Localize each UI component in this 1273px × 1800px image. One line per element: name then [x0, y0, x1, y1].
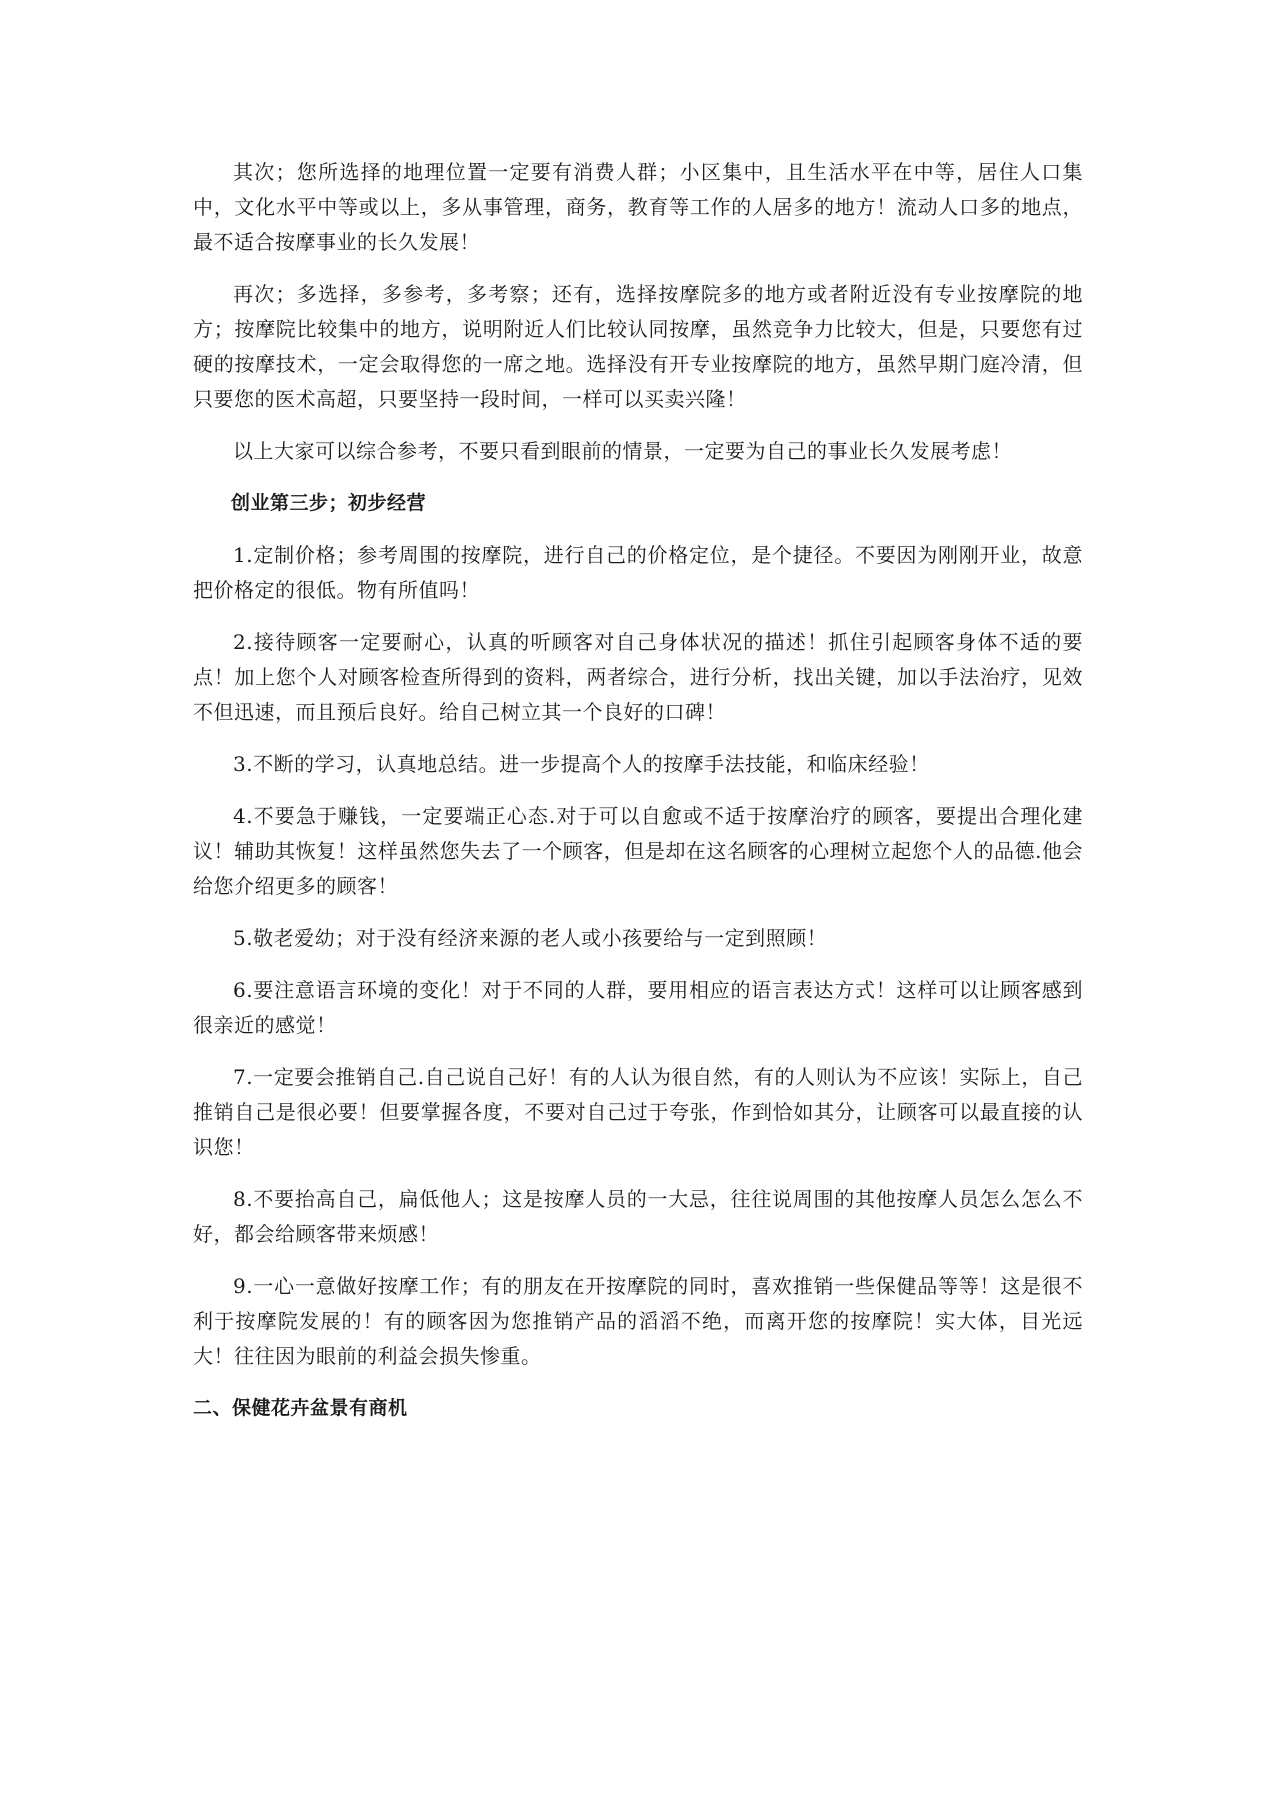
list-item: 8.不要抬高自己，扁低他人；这是按摩人员的一大忌，往往说周围的其他按摩人员怎么怎么不好，都会给顾客带来烦感！: [193, 1187, 1083, 1246]
list-item: 1.定制价格；参考周围的按摩院，进行自己的价格定位，是个捷径。不要因为刚刚开业，故意把价格定的很低。物有所值吗！: [193, 543, 1083, 602]
list-item: 4.不要急于赚钱，一定要端正心态.对于可以自愈或不适于按摩治疗的顾客，要提出合理化建议！辅助其恢复！这样虽然您失去了一个顾客，但是却在这名顾客的心理树立起您个人的品德.他会给您介绍更多的顾客！: [193, 804, 1083, 898]
paragraph-location: 其次；您所选择的地理位置一定要有消费人群；小区集中，且生活水平在中等，居住人口集中，文化水平中等或以上，多从事管理，商务，教育等工作的人居多的地方！流动人口多的地点，最不适合按摩事业的长久发展！: [193, 160, 1083, 254]
document-body: [193, 155, 1083, 1443]
paragraph-survey: 再次；多选择，多参考，多考察；还有，选择按摩院多的地方或者附近没有专业按摩院的地方；按摩院比较集中的地方，说明附近人们比较认同按摩，虽然竞争力比较大，但是，只要您有过硬的按摩技术，一定会取得您的一席之地。选择没有开专业按摩院的地方，虽然早期门庭冷清，但只要您的医术高超，只要坚持一段时间，一样可以买卖兴隆！: [193, 282, 1083, 411]
chapter-heading: 二、保健花卉盆景有商机: [193, 1397, 408, 1419]
list-item: 7.一定要会推销自己.自己说自己好！有的人认为很自然，有的人则认为不应该！实际上，自己推销自己是很必要！但要掌握各度，不要对自己过于夸张，作到恰如其分，让顾客可以最直接的认识您！: [193, 1065, 1083, 1159]
list-item: 6.要注意语言环境的变化！对于不同的人群，要用相应的语言表达方式！这样可以让顾客感到很亲近的感觉！: [193, 978, 1083, 1037]
list-item: 3.不断的学习，认真地总结。进一步提高个人的按摩手法技能，和临床经验！: [233, 752, 930, 776]
list-item: 9.一心一意做好按摩工作；有的朋友在开按摩院的同时，喜欢推销一些保健品等等！这是很不利于按摩院发展的！有的顾客因为您推销产品的滔滔不绝，而离开您的按摩院！实大体，目光远大！往往因为眼前的利益会损失惨重。: [193, 1274, 1083, 1368]
section-heading: 创业第三步；初步经营: [231, 492, 427, 514]
list-item: 5.敬老爱幼；对于没有经济来源的老人或小孩要给与一定到照顾！: [233, 926, 828, 950]
paragraph-summary: 以上大家可以综合参考，不要只看到眼前的情景，一定要为自己的事业长久发展考虑！: [233, 439, 1012, 463]
list-item: 2.接待顾客一定要耐心，认真的听顾客对自己身体状况的描述！抓住引起顾客身体不适的要点！加上您个人对顾客检查所得到的资料，两者综合，进行分析，找出关键，加以手法治疗，见效不但迅速，而且预后良好。给自己树立其一个良好的口碑！: [193, 630, 1083, 724]
